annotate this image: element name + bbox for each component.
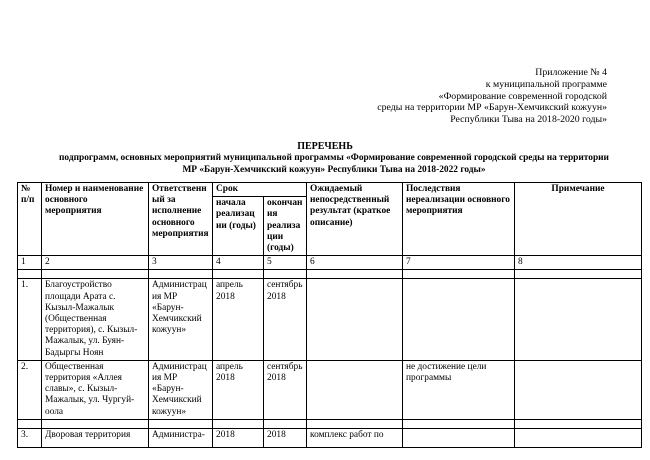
appendix-line: Приложение № 4 — [535, 67, 607, 78]
header-term: Срок — [213, 183, 307, 197]
cell-expected — [307, 360, 403, 419]
column-number: 6 — [307, 256, 403, 270]
activities-table — [17, 182, 642, 448]
header-term-start: начала реализации (годы) — [213, 197, 264, 256]
header-responsible: Ответственный за исполнение основного мероприятия — [149, 183, 213, 256]
cell-end: сентябрь 2018 — [264, 360, 307, 419]
cell-name: Дворовая территория — [42, 428, 149, 447]
header-expected: Ожидаемый непосредственный результат (краткое описание) — [307, 183, 403, 256]
cell-note — [515, 428, 642, 447]
table-row — [18, 428, 642, 447]
cell-name: Благоустройство площади Арата с. Кызыл-Мажалык (Общественная территория), с. Кызыл-Мажалык, ул. Буян-Бадыргы Ноян — [42, 279, 149, 360]
cell-start: 2018 — [213, 428, 264, 447]
cell-note — [515, 279, 642, 360]
cell-end: 2018 — [264, 428, 307, 447]
appendix-line: среды на территории МР «Барун-Хемчикский кожуун» — [377, 102, 607, 114]
cell-responsible: Администра- — [149, 428, 213, 447]
document-title: ПЕРЕЧЕНЬ — [297, 141, 353, 152]
table-row — [18, 360, 642, 419]
appendix-line: Республики Тыва на 2018-2020 годы» — [450, 114, 607, 126]
cell-responsible: Администрация МР «Барун-Хемчикский кожуун» — [149, 360, 213, 419]
cell-num: 2. — [18, 360, 42, 419]
cell-num: 1. — [18, 279, 42, 360]
cell-consequences: не достижение цели программы — [403, 360, 515, 419]
document-subtitle — [44, 153, 624, 176]
cell-consequences — [403, 279, 515, 360]
appendix-block — [267, 67, 607, 126]
header-note: Примечание — [515, 183, 642, 256]
cell-num: 3. — [18, 428, 42, 447]
cell-expected: комплекс работ по — [307, 428, 403, 447]
table-row — [18, 279, 642, 360]
cell-responsible: Администрация МР «Барун-Хемчикский кожуун» — [149, 279, 213, 360]
cell-expected — [307, 279, 403, 360]
header-num: № п/п — [18, 183, 42, 256]
header-name: Номер и наименование основного мероприятия — [42, 183, 149, 256]
subtitle-line: МР «Барун-Хемчикский кожуун» Республики Тыва на 2018-2022 годы» — [182, 164, 486, 175]
appendix-line: «Формирование современной городской — [438, 90, 607, 102]
column-number: 5 — [264, 256, 307, 270]
cell-start: апрель 2018 — [213, 360, 264, 419]
cell-start: апрель 2018 — [213, 279, 264, 360]
cell-name: Общественная территория «Аллея славы», с. Кызыл-Мажалык, ул. Чургуй-оола — [42, 360, 149, 419]
column-number: 3 — [149, 256, 213, 270]
column-number: 1 — [18, 256, 42, 270]
header-consequences: Последствия нереализации основного мероприятия — [403, 183, 515, 256]
cell-end: сентябрь 2018 — [264, 279, 307, 360]
column-number: 8 — [515, 256, 642, 270]
appendix-line: к муниципальной программе — [485, 78, 607, 90]
column-number: 4 — [213, 256, 264, 270]
cell-consequences — [403, 428, 515, 447]
spacer-row — [18, 270, 642, 279]
column-number: 2 — [42, 256, 149, 270]
subtitle-line: подпрограмм, основных мероприятий муниципальной программы «Формирование современной городской среды на территории — [59, 153, 609, 163]
spacer-row — [18, 419, 642, 428]
header-term-end: окончания реализации (годы) — [264, 197, 307, 256]
column-number: 7 — [403, 256, 515, 270]
cell-note — [515, 360, 642, 419]
